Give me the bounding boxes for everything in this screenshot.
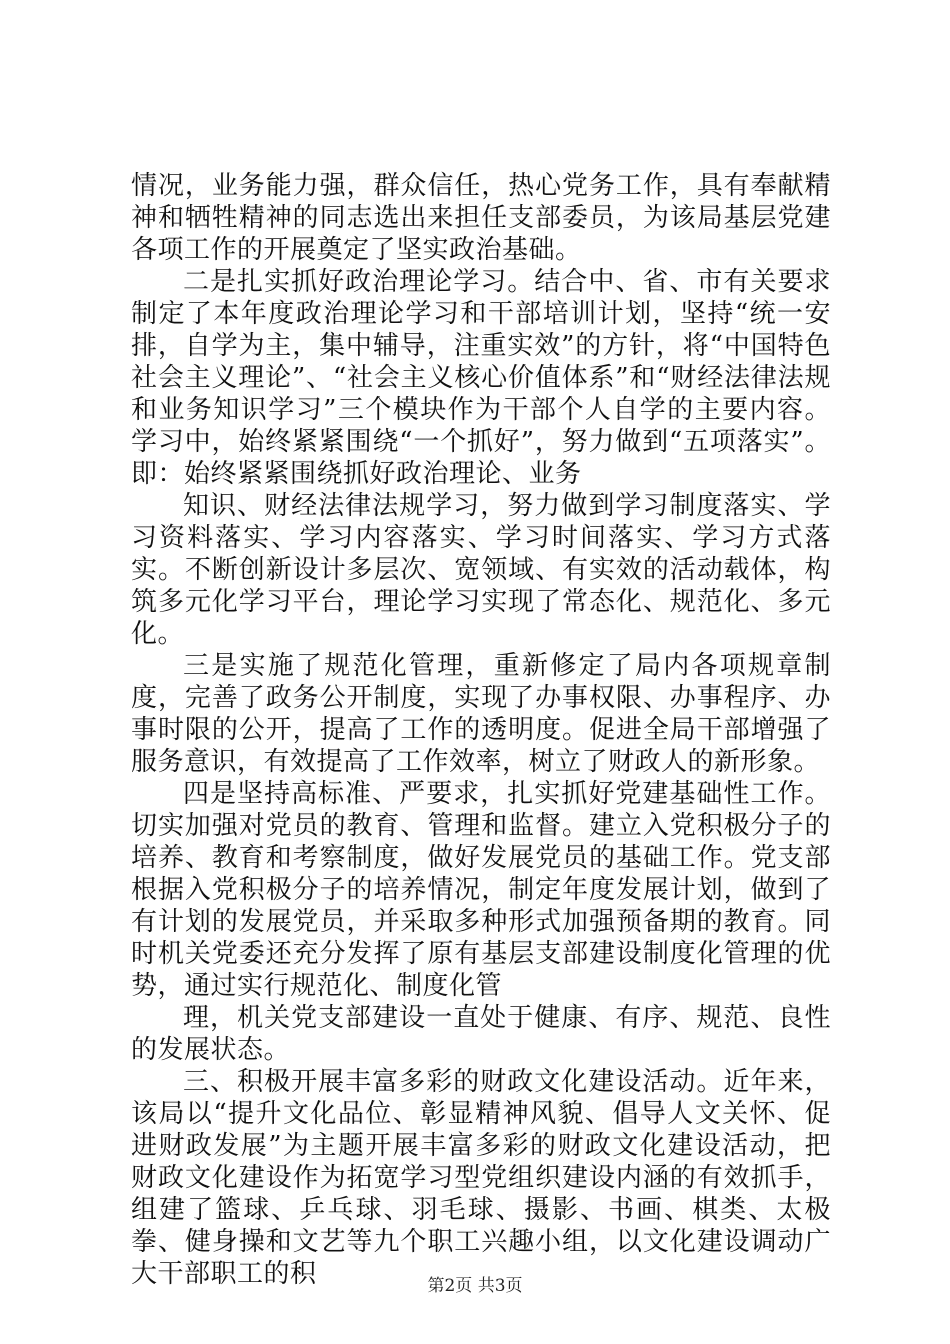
paragraph-6: 理，机关党支部建设一直处于健康、有序、规范、良性的发展状态。 bbox=[131, 1003, 831, 1065]
paragraph-7: 三、积极开展丰富多彩的财政文化建设活动。近年来，该局以“提升文化品位、彰显精神风貌、倡导人文关怀、促进财政发展”为主题开展丰富多彩的财政文化建设活动，把财政文化建设作为拓宽学习型党组织建设内涵的有效抓手，组建了篮球、乒乓球、羽毛球、摄影、书画、棋类、太极拳、健身操和文艺等九个职工兴趣小组，以文化建设调动广大干部职工的积 bbox=[131, 1067, 831, 1289]
paragraph-3: 知识、财经法律法规学习，努力做到学习制度落实、学习资料落实、学习内容落实、学习时间落实、学习方式落实。不断创新设计多层次、宽领域、有实效的活动载体，构筑多元化学习平台，理论学习实现了常态化、规范化、多元化。 bbox=[131, 491, 831, 649]
paragraph-4: 三是实施了规范化管理，重新修定了局内各项规章制度，完善了政务公开制度，实现了办事权限、办事程序、办事时限的公开，提高了工作的透明度。促进全局干部增强了服务意识，有效提高了工作效率，树立了财政人的新形象。 bbox=[131, 651, 831, 777]
paragraph-5: 四是坚持高标准、严要求，扎实抓好党建基础性工作。切实加强对党员的教育、管理和监督。建立入党积极分子的培养、教育和考察制度，做好发展党员的基础工作。党支部根据入党积极分子的培养情况，制定年度发展计划，做到了有计划的发展党员，并采取多种形式加强预备期的教育。同时机关党委还充分发挥了原有基层支部建设制度化管理的优势，通过实行规范化、制度化管 bbox=[131, 779, 831, 1001]
paragraph-2: 二是扎实抓好政治理论学习。结合中、省、市有关要求制定了本年度政治理论学习和干部培训计划，坚持“统一安排，自学为主，集中辅导，注重实效”的方针，将“中国特色社会主义理论”、“社会主义核心价值体系”和“财经法律法规和业务知识学习”三个模块作为干部个人自学的主要内容。学习中，始终紧紧围绕“一个抓好”，努力做到“五项落实”。即：始终紧紧围绕抓好政治理论、业务 bbox=[131, 267, 831, 489]
paragraph-1: 情况，业务能力强，群众信任，热心党务工作，具有奉献精神和牺牲精神的同志选出来担任支部委员，为该局基层党建各项工作的开展奠定了坚实政治基础。 bbox=[131, 171, 831, 265]
document-body bbox=[131, 170, 831, 1290]
page-number-footer: 第2页 共3页 bbox=[427, 1276, 523, 1296]
